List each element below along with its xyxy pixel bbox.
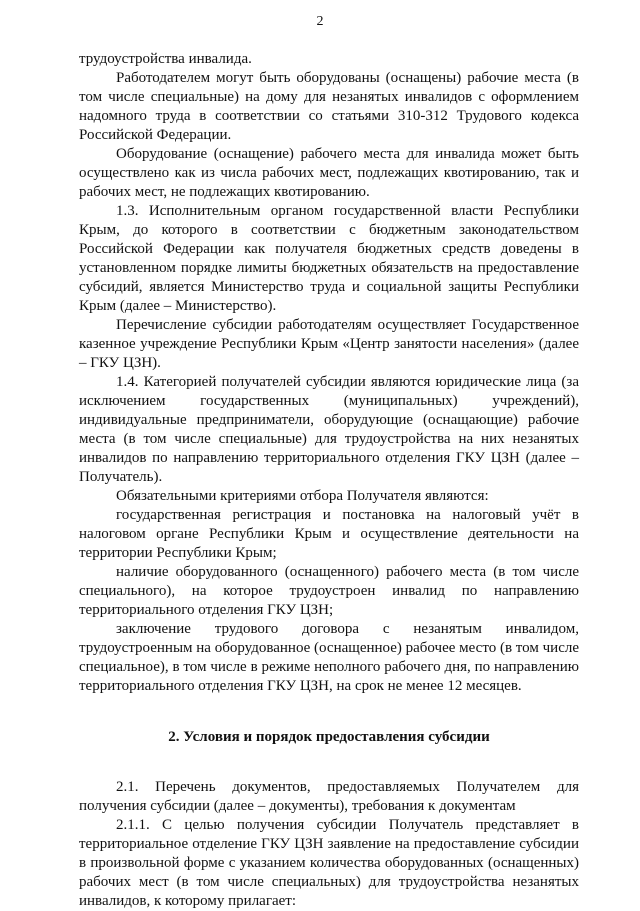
paragraph: трудоустройства инвалида. — [79, 51, 252, 67]
paragraph: Оборудование (оснащение) рабочего места для инвалида может быть осуществлено как из числа рабочих мест, подлежащих квотированию, так и рабочих мест, не подлежащих квотированию. — [79, 146, 579, 200]
paragraph: 2.1. Перечень документов, предоставляемых Получателем для получения субсидии (далее – документы), требования к документам — [79, 779, 579, 814]
paragraph: наличие оборудованного (оснащенного) рабочего места (в том числе специального), на которое трудоустроен инвалид по направлению территориального отделения ГКУ ЦЗН; — [79, 564, 579, 618]
section-heading: 2. Условия и порядок предоставления субсидии — [168, 729, 490, 745]
paragraph: 1.4. Категорией получателей субсидии являются юридические лица (за исключением государственных (муниципальных) учреждений), индивидуальные предприниматели, оборудующие (оснащающие) рабочие места (в том числе специальные) для трудоустройства на них незанятых инвалидов по направлению территориального отделения ГКУ ЦЗН (далее – Получатель). — [79, 374, 579, 485]
paragraph: заключение трудового договора с незанятым инвалидом, трудоустроенным на оборудованное (оснащенное) рабочее место (в том числе специальное), в том числе в режиме неполного рабочего дня, по направлению территориального отделения ГКУ ЦЗН, на срок не менее 12 месяцев. — [79, 621, 579, 694]
paragraph: Работодателем могут быть оборудованы (оснащены) рабочие места (в том числе специальные) на дому для незанятых инвалидов с оформлением надомного труда в соответствии со статьями 310-312 Трудового кодекса Российской Федерации. — [79, 70, 579, 143]
paragraph: Перечисление субсидии работодателям осуществляет Государственное казенное учреждение Республики Крым «Центр занятости населения» (далее – ГКУ ЦЗН). — [79, 317, 579, 371]
paragraph-group-section-1 — [79, 50, 579, 696]
paragraph: Обязательными критериями отбора Получателя являются: — [116, 488, 489, 504]
paragraph-group-section-2 — [79, 778, 579, 911]
page-number: 2 — [316, 14, 324, 29]
paragraph: 1.3. Исполнительным органом государственной власти Республики Крым, до которого в соответствии с бюджетным законодательством Российской Федерации как получателя бюджетных средств доведены в установленном порядке лимиты бюджетных обязательств на предоставление субсидий, является Министерство труда и социальной защиты Республики Крым (далее – Министерство). — [79, 203, 579, 314]
paragraph: государственная регистрация и постановка на налоговый учёт в налоговом органе Республики Крым и осуществление деятельности на территории Республики Крым; — [79, 507, 579, 561]
document-body — [79, 50, 579, 911]
paragraph: 2.1.1. С целью получения субсидии Получатель представляет в территориальное отделение ГКУ ЦЗН заявление на предоставление субсидии в произвольной форме с указанием количества оборудованных (оснащенных) рабочих мест (в том числе специальных) для трудоустройства незанятых инвалидов, к которому прилагает: — [79, 817, 579, 909]
